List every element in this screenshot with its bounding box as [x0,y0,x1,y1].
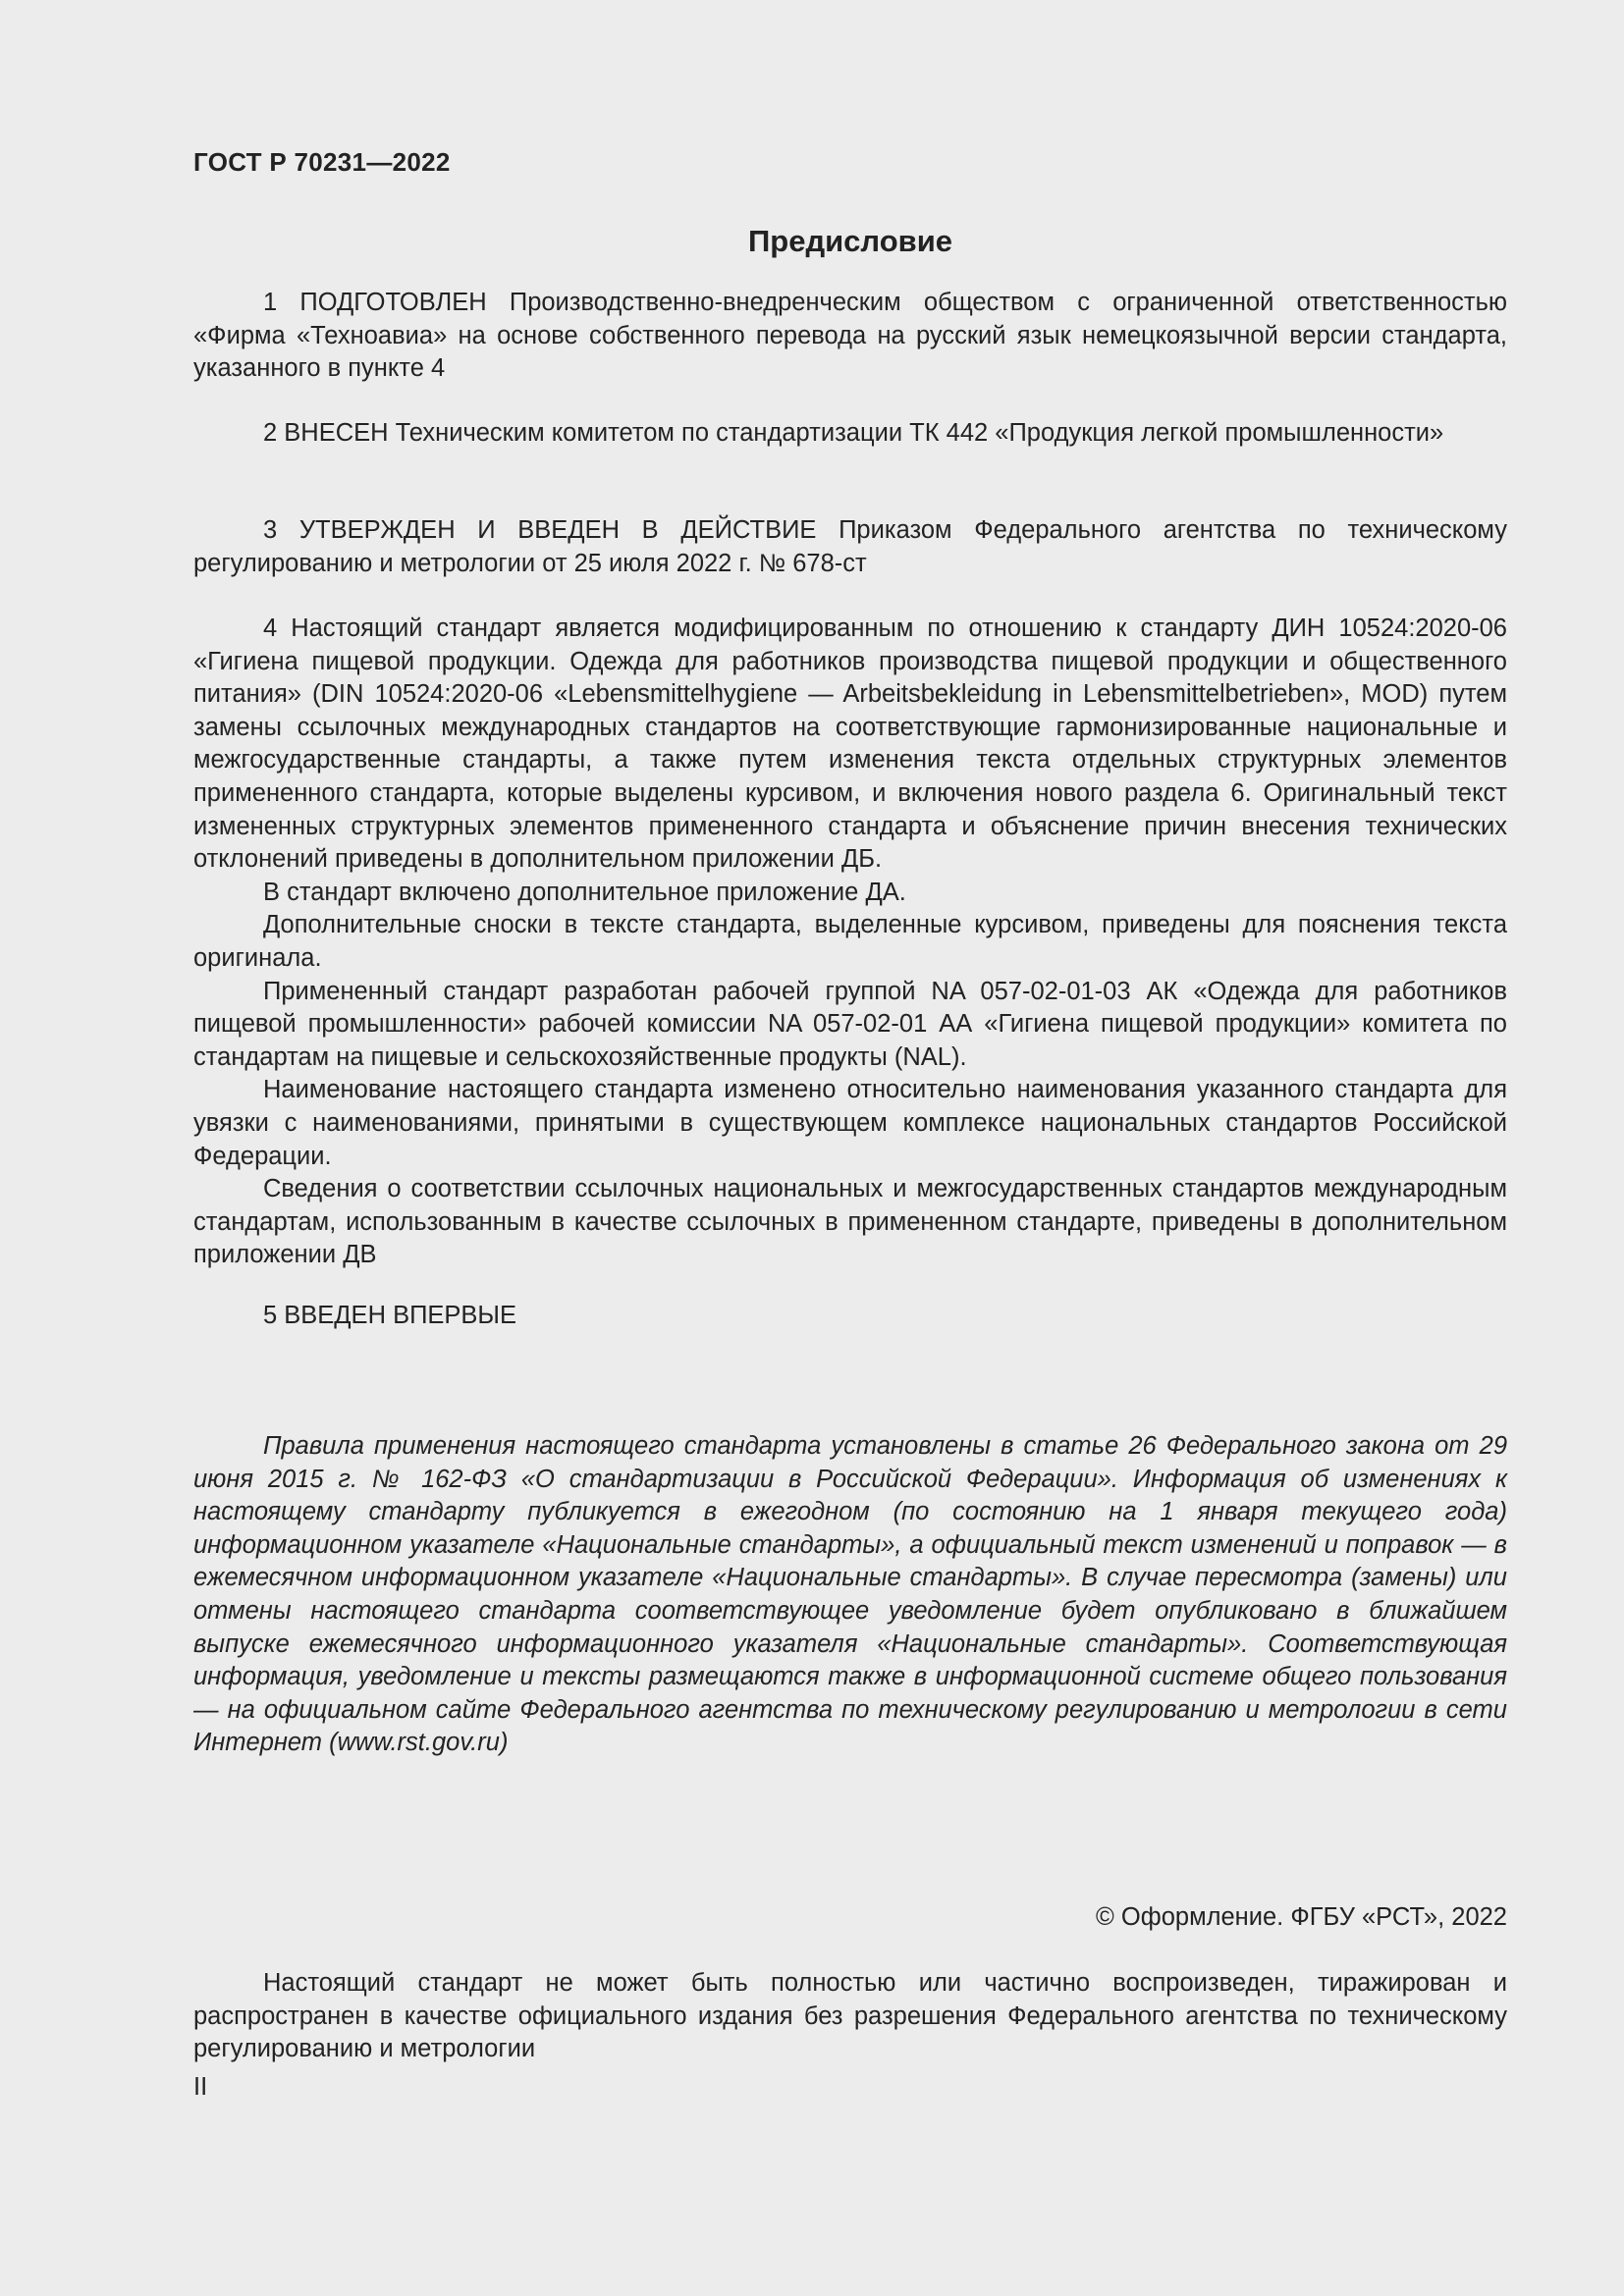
rules-note [193,1430,1507,1760]
page-number: II [193,2073,208,2101]
document-id: ГОСТ Р 70231—2022 [193,147,451,177]
copyright: © Оформление. ФГБУ «РСТ», 2022 [1096,1903,1507,1931]
section-title: Предисловие [747,224,952,258]
item-1-text: 1 ПОДГОТОВЛЕН Производственно-внедренческим обществом с ограниченной ответственностью «Фирма «Техноавиа» на основе собственного перевода на русский язык немецкоязычной версии стандарта, указанного в пункте 4 [193,289,1507,383]
document-page [193,0,1507,2296]
item-1 [193,287,1507,386]
item-4-para-3: Дополнительные сноски в тексте стандарта, выделенные курсивом, приведены для пояснения текста оригинала. [193,911,1507,972]
item-5-text: 5 ВВЕДЕН ВПЕРВЫЕ [263,1302,517,1329]
item-4-para-1: 4 Настоящий стандарт является модифицированным по отношению к стандарту ДИН 10524:2020-06 «Гигиена пищевой продукции. Одежда для работников производства пищевой продукции и общественного питания» (DIN 10524:2020-06 «Lebensmittelhygiene — Arbeitsbekleidung in Lebensmittelbetrieben», MOD) путем замены ссылочных международных стандартов на соответствующие гармонизированные национальные и межгосударственные стандарты, а также путем изменения текста отдельных структурных элементов примененного стандарта, которые выделены курсивом, и включения нового раздела 6. Оригинальный текст измененных структурных элементов примененного стандарта и объяснение причин внесения технических отклонений приведены в дополнительном приложении ДБ. [193,614,1507,874]
reproduction-notice-text: Настоящий стандарт не может быть полностью или частично воспроизведен, тиражирован и распространен в качестве официального издания без разрешения Федерального агентства по техническому регулированию и метрологии [193,1969,1507,2063]
rules-note-text: Правила применения настоящего стандарта установлены в статье 26 Федерального закона от 29 июня 2015 г. № 162-ФЗ «О стандартизации в Российской Федерации». Информация об изменениях к настоящему стандарту публикуется в ежегодном (по состоянию на 1 января текущего года) информационном указателе «Национальные стандарты», а официальный текст изменений и поправок — в ежемесячном информационном указателе «Национальные стандарты». В случае пересмотра (замены) или отмены настоящего стандарта соответствующее уведомление будет опубликовано в ближайшем выпуске ежемесячного информационного указателя «Национальные стандарты». Соответствующая информация, уведомление и тексты размещаются также в информационной системе общего пользования — на официальном сайте Федерального агентства по техническому регулированию и метрологии в сети Интернет (www.rst.gov.ru) [193,1432,1507,1757]
item-4-para-6: Сведения о соответствии ссылочных национальных и межгосударственных стандартов международным стандартам, использованным в качестве ссылочных в примененном стандарте, приведены в дополнительном приложении ДВ [193,1175,1507,1269]
item-3-text: 3 УТВЕРЖДЕН И ВВЕДЕН В ДЕЙСТВИЕ Приказом Федерального агентства по техническому регулированию и метрологии от 25 июля 2022 г. № 678-ст [193,516,1507,577]
item-2 [193,417,1507,451]
item-4-para-5: Наименование настоящего стандарта изменено относительно наименования указанного стандарта для увязки с наименованиями, принятыми в существующем комплексе национальных стандартов Российской Федерации. [193,1076,1507,1170]
item-2-text: 2 ВНЕСЕН Техническим комитетом по стандартизации ТК 442 «Продукция легкой промышленности» [263,419,1444,447]
reproduction-notice [193,1967,1507,2066]
item-4-para-4: Примененный стандарт разработан рабочей группой NA 057-02-01-03 АК «Одежда для работников пищевой промышленности» рабочей комиссии NA 057-02-01 АА «Гигиена пищевой продукции» комитета по стандартам на пищевые и сельскохозяйственные продукты (NAL). [193,977,1507,1071]
item-5 [193,1300,1507,1333]
item-4 [193,613,1507,1272]
item-4-para-2: В стандарт включено дополнительное приложение ДА. [263,878,906,906]
item-3 [193,514,1507,580]
